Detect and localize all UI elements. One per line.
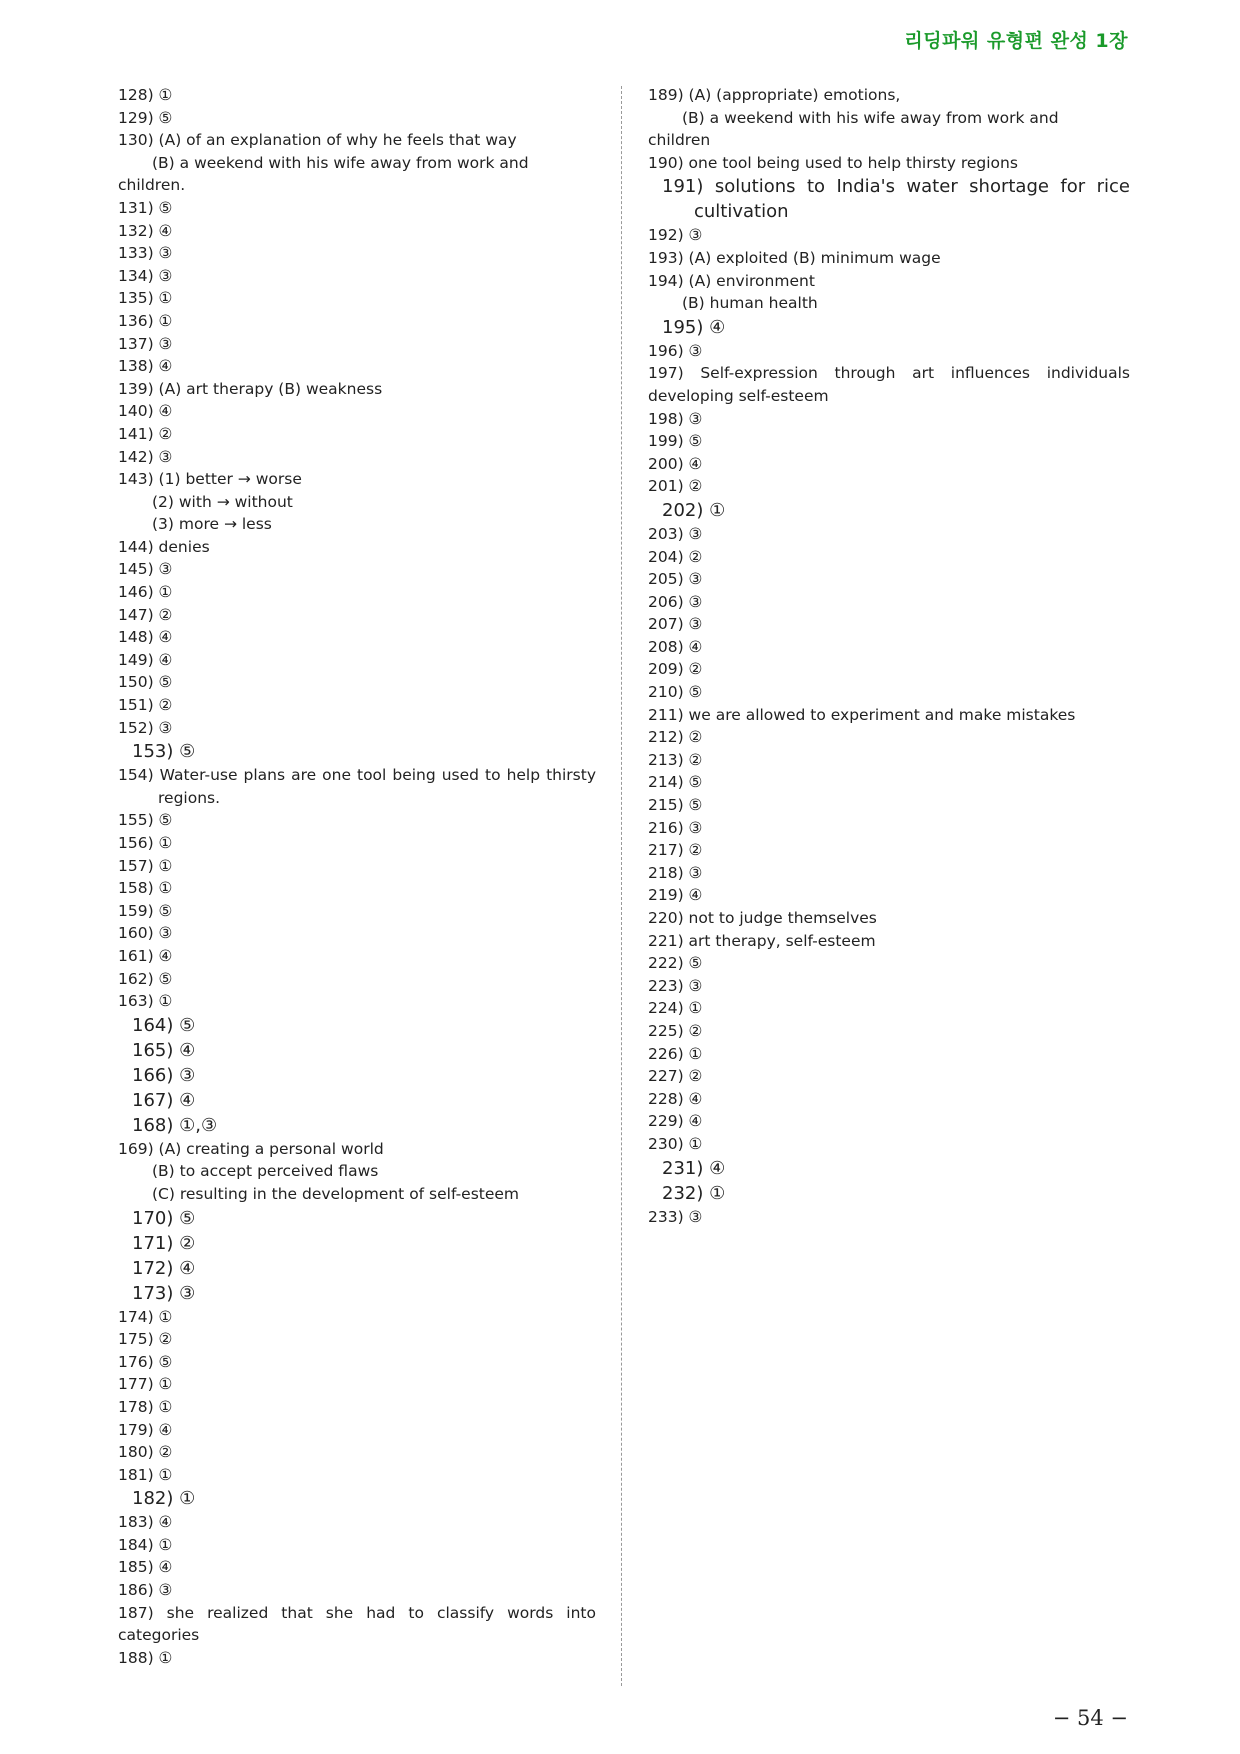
answer-line: 176) ⑤ xyxy=(118,1352,173,1371)
answer-line: 221) art therapy, self-esteem xyxy=(648,931,876,950)
answer-line: 162) ⑤ xyxy=(118,969,173,988)
answer-line: 208) ④ xyxy=(648,637,703,656)
answer-line: 202) ① xyxy=(662,499,726,521)
answer-line: 145) ③ xyxy=(118,560,173,579)
answer-line: 219) ④ xyxy=(648,886,703,905)
answer-line: 210) ⑤ xyxy=(648,683,703,702)
page-header-title: 리딩파워 유형편 완성 1장 xyxy=(904,30,1128,52)
answer-line: 168) ①,③ xyxy=(132,1114,218,1136)
answer-line: (B) a weekend with his wife away from work and xyxy=(682,108,1059,127)
answer-line: 206) ③ xyxy=(648,592,703,611)
answer-line: 132) ④ xyxy=(118,221,173,240)
answer-line: 138) ④ xyxy=(118,357,173,376)
answer-line: 201) ② xyxy=(648,477,703,496)
answer-line: 134) ③ xyxy=(118,266,173,285)
answer-line: 166) ③ xyxy=(132,1064,196,1086)
answer-line: 228) ④ xyxy=(648,1089,703,1108)
answer-line: 220) not to judge themselves xyxy=(648,909,877,927)
answer-line: 193) (A) exploited (B) minimum wage xyxy=(648,248,941,267)
answer-line: 128) ① xyxy=(118,86,173,104)
answer-line: 185) ④ xyxy=(118,1558,173,1577)
answer-line: 213) ② xyxy=(648,750,703,769)
answer-line: 167) ④ xyxy=(132,1089,196,1111)
answer-line: 171) ② xyxy=(132,1232,196,1254)
answer-line: 172) ④ xyxy=(132,1257,196,1279)
answer-line: 137) ③ xyxy=(118,334,173,353)
answer-line: 207) ③ xyxy=(648,615,703,634)
answer-line: 161) ④ xyxy=(118,946,173,965)
answer-line: 153) ⑤ xyxy=(132,741,196,763)
answer-line: 217) ② xyxy=(648,841,703,860)
answer-line: 205) ③ xyxy=(648,570,703,589)
left-answer-column xyxy=(118,84,596,1669)
answer-line: 158) ① xyxy=(118,879,173,898)
answer-line: 197) Self-expression through art influences individuals developing self-esteem xyxy=(648,364,1130,405)
answer-line: 129) ⑤ xyxy=(118,108,173,127)
answer-line: 184) ① xyxy=(118,1535,173,1554)
answer-line: 152) ③ xyxy=(118,718,173,737)
answer-line: 181) ① xyxy=(118,1465,173,1484)
answer-line: 155) ⑤ xyxy=(118,811,173,830)
answer-line: 159) ⑤ xyxy=(118,901,173,920)
right-answer-column xyxy=(648,84,1130,1228)
answer-line: 214) ⑤ xyxy=(648,773,703,792)
answer-line: 200) ④ xyxy=(648,454,703,473)
answer-line: 224) ① xyxy=(648,999,703,1018)
answer-line: (3) more → less xyxy=(152,515,272,534)
answer-line: 180) ② xyxy=(118,1443,173,1462)
answer-line: 199) ⑤ xyxy=(648,432,703,451)
answer-line: 186) ③ xyxy=(118,1581,173,1600)
answer-line: 163) ① xyxy=(118,992,173,1011)
answer-line: 136) ① xyxy=(118,311,173,330)
answer-line: 150) ⑤ xyxy=(118,673,173,692)
answer-line: 195) ④ xyxy=(662,316,726,338)
answer-line: 154) Water-use plans are one tool being used to help thirsty regions. xyxy=(118,766,596,807)
answer-line: 198) ③ xyxy=(648,409,703,428)
answer-line: 211) we are allowed to experiment and make mistakes xyxy=(648,705,1076,724)
answer-line: 182) ① xyxy=(132,1488,196,1510)
answer-line: 231) ④ xyxy=(662,1157,726,1179)
answer-line: 156) ① xyxy=(118,834,173,852)
answer-line: (B) to accept perceived flaws xyxy=(152,1162,379,1181)
answer-line: 209) ② xyxy=(648,660,703,679)
answer-line: 165) ④ xyxy=(132,1039,196,1061)
answer-line: 157) ① xyxy=(118,856,173,875)
answer-line: (B) a weekend with his wife away from work and xyxy=(152,153,529,172)
answer-line: 177) ① xyxy=(118,1375,173,1394)
answer-line: 187) she realized that she had to classify words into categories xyxy=(118,1603,596,1645)
answer-line: children. xyxy=(118,176,186,195)
answer-line: 232) ① xyxy=(662,1182,726,1204)
answer-line: 215) ⑤ xyxy=(648,796,703,815)
answer-line: 178) ① xyxy=(118,1397,173,1416)
answer-line: 135) ① xyxy=(118,289,173,308)
answer-line: 227) ② xyxy=(648,1067,703,1086)
answer-line: 191) solutions to India's water shortage for rice cultivation xyxy=(662,176,1130,223)
answer-line: 141) ② xyxy=(118,424,173,443)
answer-line: 142) ③ xyxy=(118,447,173,466)
answer-line: 144) denies xyxy=(118,537,210,556)
answer-line: 189) (A) (appropriate) emotions, xyxy=(648,86,901,104)
answer-line: 130) (A) of an explanation of why he feels that way xyxy=(118,131,517,150)
answer-line: 147) ② xyxy=(118,605,173,624)
column-divider xyxy=(621,86,622,1686)
answer-line: 179) ④ xyxy=(118,1420,173,1439)
answer-line: 233) ③ xyxy=(648,1207,703,1226)
answer-line: 203) ③ xyxy=(648,524,703,543)
answer-line: 218) ③ xyxy=(648,863,703,882)
answer-line: 192) ③ xyxy=(648,226,703,245)
answer-line: 151) ② xyxy=(118,696,173,715)
page-number: − 54 − xyxy=(1052,1706,1128,1730)
answer-line: 175) ② xyxy=(118,1330,173,1349)
answer-line: (2) with → without xyxy=(152,492,293,511)
answer-line: 173) ③ xyxy=(132,1282,196,1304)
answer-line: 183) ④ xyxy=(118,1513,173,1532)
answer-line: 212) ② xyxy=(648,728,703,747)
answer-line: 169) (A) creating a personal world xyxy=(118,1139,384,1158)
answer-line: 216) ③ xyxy=(648,818,703,837)
answer-line: 170) ⑤ xyxy=(132,1207,196,1229)
answer-line: (B) human health xyxy=(682,294,818,313)
answer-line: (C) resulting in the development of self-esteem xyxy=(152,1184,520,1203)
answer-line: 229) ④ xyxy=(648,1112,703,1131)
answer-line: 196) ③ xyxy=(648,341,703,360)
answer-line: 146) ① xyxy=(118,583,173,602)
answer-line: 139) (A) art therapy (B) weakness xyxy=(118,379,383,398)
answer-line: children xyxy=(648,131,711,150)
answer-line: 143) (1) better → worse xyxy=(118,470,302,489)
answer-line: 174) ① xyxy=(118,1307,173,1326)
answer-line: 230) ① xyxy=(648,1134,703,1153)
answer-line: 204) ② xyxy=(648,547,703,566)
answer-line: 140) ④ xyxy=(118,402,173,421)
answer-line: 223) ③ xyxy=(648,976,703,995)
answer-line: 149) ④ xyxy=(118,650,173,669)
answer-line: 148) ④ xyxy=(118,628,173,647)
answer-line: 188) ① xyxy=(118,1648,173,1667)
answer-line: 131) ⑤ xyxy=(118,198,173,217)
answer-line: 133) ③ xyxy=(118,244,173,263)
answer-line: 164) ⑤ xyxy=(132,1014,196,1036)
answer-line: 160) ③ xyxy=(118,924,173,943)
answer-line: 194) (A) environment xyxy=(648,271,815,290)
answer-line: 222) ⑤ xyxy=(648,954,703,973)
answer-line: 225) ② xyxy=(648,1021,703,1040)
answer-line: 190) one tool being used to help thirsty regions xyxy=(648,153,1018,172)
answer-line: 226) ① xyxy=(648,1044,703,1063)
